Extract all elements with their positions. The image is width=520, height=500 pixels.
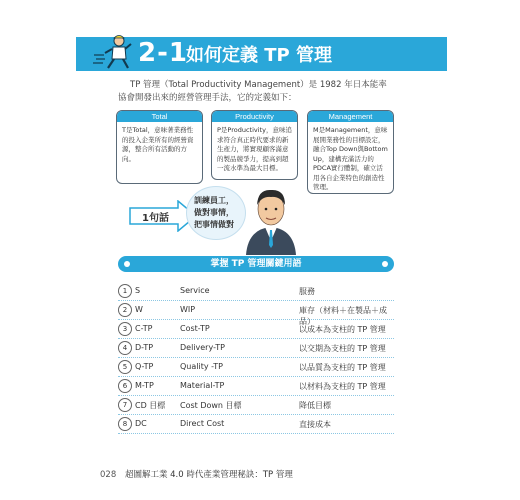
term-english: Quality -TP — [180, 362, 223, 371]
table-row — [118, 319, 394, 339]
table-row — [118, 281, 394, 301]
section-title: 如何定義 TP 管理 — [186, 45, 333, 66]
term-english: Direct Cost — [180, 419, 225, 428]
row-number-icon: 5 — [118, 360, 132, 374]
businessman-illustration — [240, 183, 302, 255]
table-row — [118, 395, 394, 415]
row-number-icon: 2 — [118, 303, 132, 317]
card-productivity-label: Productivity — [212, 111, 297, 122]
page-footer — [100, 468, 293, 480]
row-number-icon: 4 — [118, 341, 132, 355]
term-english: Material-TP — [180, 381, 225, 390]
term-english: Delivery-TP — [180, 343, 225, 352]
term-abbr: M-TP — [135, 381, 154, 390]
term-english: WIP — [180, 305, 196, 314]
one-line-label: 1句話 — [142, 213, 169, 224]
term-chinese: 服務 — [299, 287, 315, 296]
term-abbr: W — [135, 305, 143, 314]
card-management — [307, 110, 394, 194]
bubble-line-1: 訓練員工， — [194, 196, 234, 205]
term-chinese: 以材料為支柱的 TP 管理 — [299, 382, 386, 391]
term-abbr: Q-TP — [135, 362, 154, 371]
row-number-icon: 6 — [118, 379, 132, 393]
term-chinese: 以品質為支柱的 TP 管理 — [299, 363, 386, 372]
table-row — [118, 414, 394, 434]
page-number: 028 — [100, 470, 117, 480]
term-english: Cost Down 目標 — [180, 401, 242, 410]
terms-table-title: 掌握 TP 管理關鍵用語 — [210, 259, 302, 269]
book-title: 超圖解工業 4.0 時代產業管理秘訣：TP 管理 — [124, 470, 293, 480]
row-number-icon: 8 — [118, 417, 132, 431]
running-worker-icon — [92, 33, 134, 71]
term-abbr: D-TP — [135, 343, 154, 352]
table-row — [118, 338, 394, 358]
row-number-icon: 3 — [118, 322, 132, 336]
card-total-label: Total — [117, 111, 202, 122]
bubble-line-3: 把事情做對 — [194, 220, 234, 229]
card-productivity — [211, 110, 298, 180]
term-chinese: 以交期為支柱的 TP 管理 — [299, 344, 386, 353]
term-abbr: C-TP — [135, 324, 153, 333]
term-chinese: 降低目標 — [299, 401, 331, 410]
bubble-line-2: 做對事情， — [194, 208, 234, 217]
term-chinese: 直接成本 — [299, 420, 331, 429]
term-abbr: DC — [135, 419, 147, 428]
term-chinese: 庫存（材料＋在製品＋成品） — [299, 306, 387, 326]
row-number-icon: 1 — [118, 284, 132, 298]
card-total — [116, 110, 203, 184]
row-number-icon: 7 — [118, 398, 132, 412]
terms-table-header — [118, 256, 394, 272]
card-total-body: T是Total，意味著業務性的投入企業所有的經營資源，整合所有活動的方向。 — [122, 126, 194, 163]
table-row — [118, 357, 394, 377]
table-row — [118, 376, 394, 396]
table-row — [118, 300, 394, 326]
term-abbr: CD 目標 — [135, 401, 166, 410]
card-management-body: M是Management，意味展開業務性的目標設定，融合Top Down與Bottom Up，建構充滿活力的PDCA實行體制，確立活用各自企業特色的創造性管理。 — [313, 126, 388, 191]
term-abbr: S — [135, 286, 141, 295]
term-english: Service — [180, 286, 210, 295]
card-productivity-body: P是Productivity，意味追求符合真正時代要求的新生產力，將實現顧客滿意的製品競爭力，提高到超一流水準為最大目標。 — [217, 126, 292, 172]
section-number: 2-1 — [138, 38, 188, 68]
term-chinese: 以成本為支柱的 TP 管理 — [299, 325, 386, 334]
card-management-label: Management — [308, 111, 393, 122]
term-english: Cost-TP — [180, 324, 210, 333]
speech-bubble-text — [194, 195, 234, 231]
intro-paragraph: TP 管理（Total Productivity Management）是 1982 年日本能率協會開發出來的經營管理手法，它的定義如下： — [118, 80, 387, 103]
